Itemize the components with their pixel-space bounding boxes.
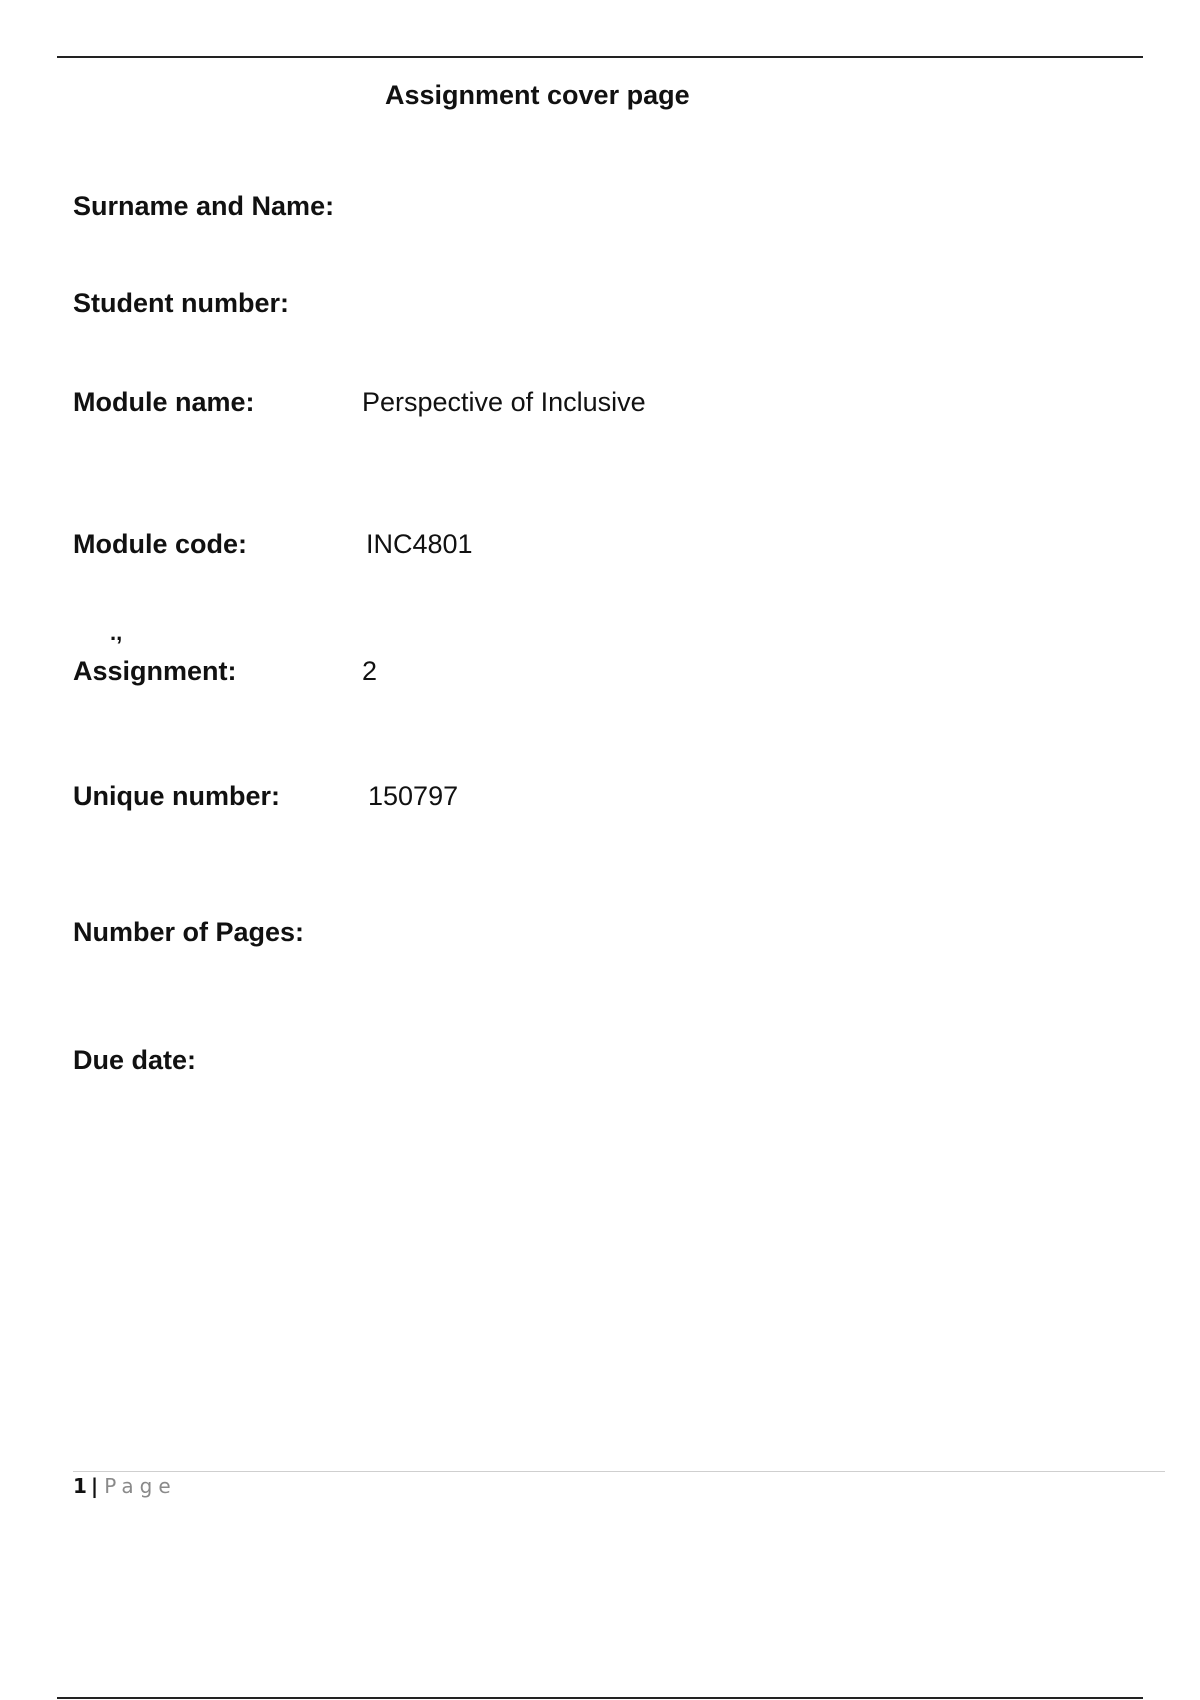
module-name-value: Perspective of Inclusive: [362, 387, 646, 417]
unique-number-label: Unique number:: [73, 781, 280, 811]
assignment-label: Assignment:: [73, 656, 237, 686]
footer-page-word: Page: [104, 1474, 177, 1498]
stray-punctuation-mark: .,: [110, 620, 123, 645]
module-code-label: Module code:: [73, 529, 247, 559]
assignment-value: 2: [362, 656, 378, 686]
bottom-rule: [57, 1697, 1143, 1699]
module-code-value: INC4801: [366, 529, 473, 559]
due-date-label: Due date:: [73, 1045, 197, 1075]
surname-name-label: Surname and Name:: [73, 191, 335, 221]
top-rule: [57, 56, 1143, 58]
footer-separator: |: [90, 1474, 99, 1498]
unique-number-value: 150797: [368, 781, 459, 811]
page-title: Assignment cover page: [385, 80, 690, 110]
page-footer: [73, 1474, 177, 1498]
footer-page-number: 1: [73, 1474, 87, 1498]
number-of-pages-label: Number of Pages:: [73, 917, 305, 947]
student-number-label: Student number:: [73, 288, 289, 318]
module-name-label: Module name:: [73, 387, 255, 417]
footer-rule: [73, 1471, 1165, 1472]
